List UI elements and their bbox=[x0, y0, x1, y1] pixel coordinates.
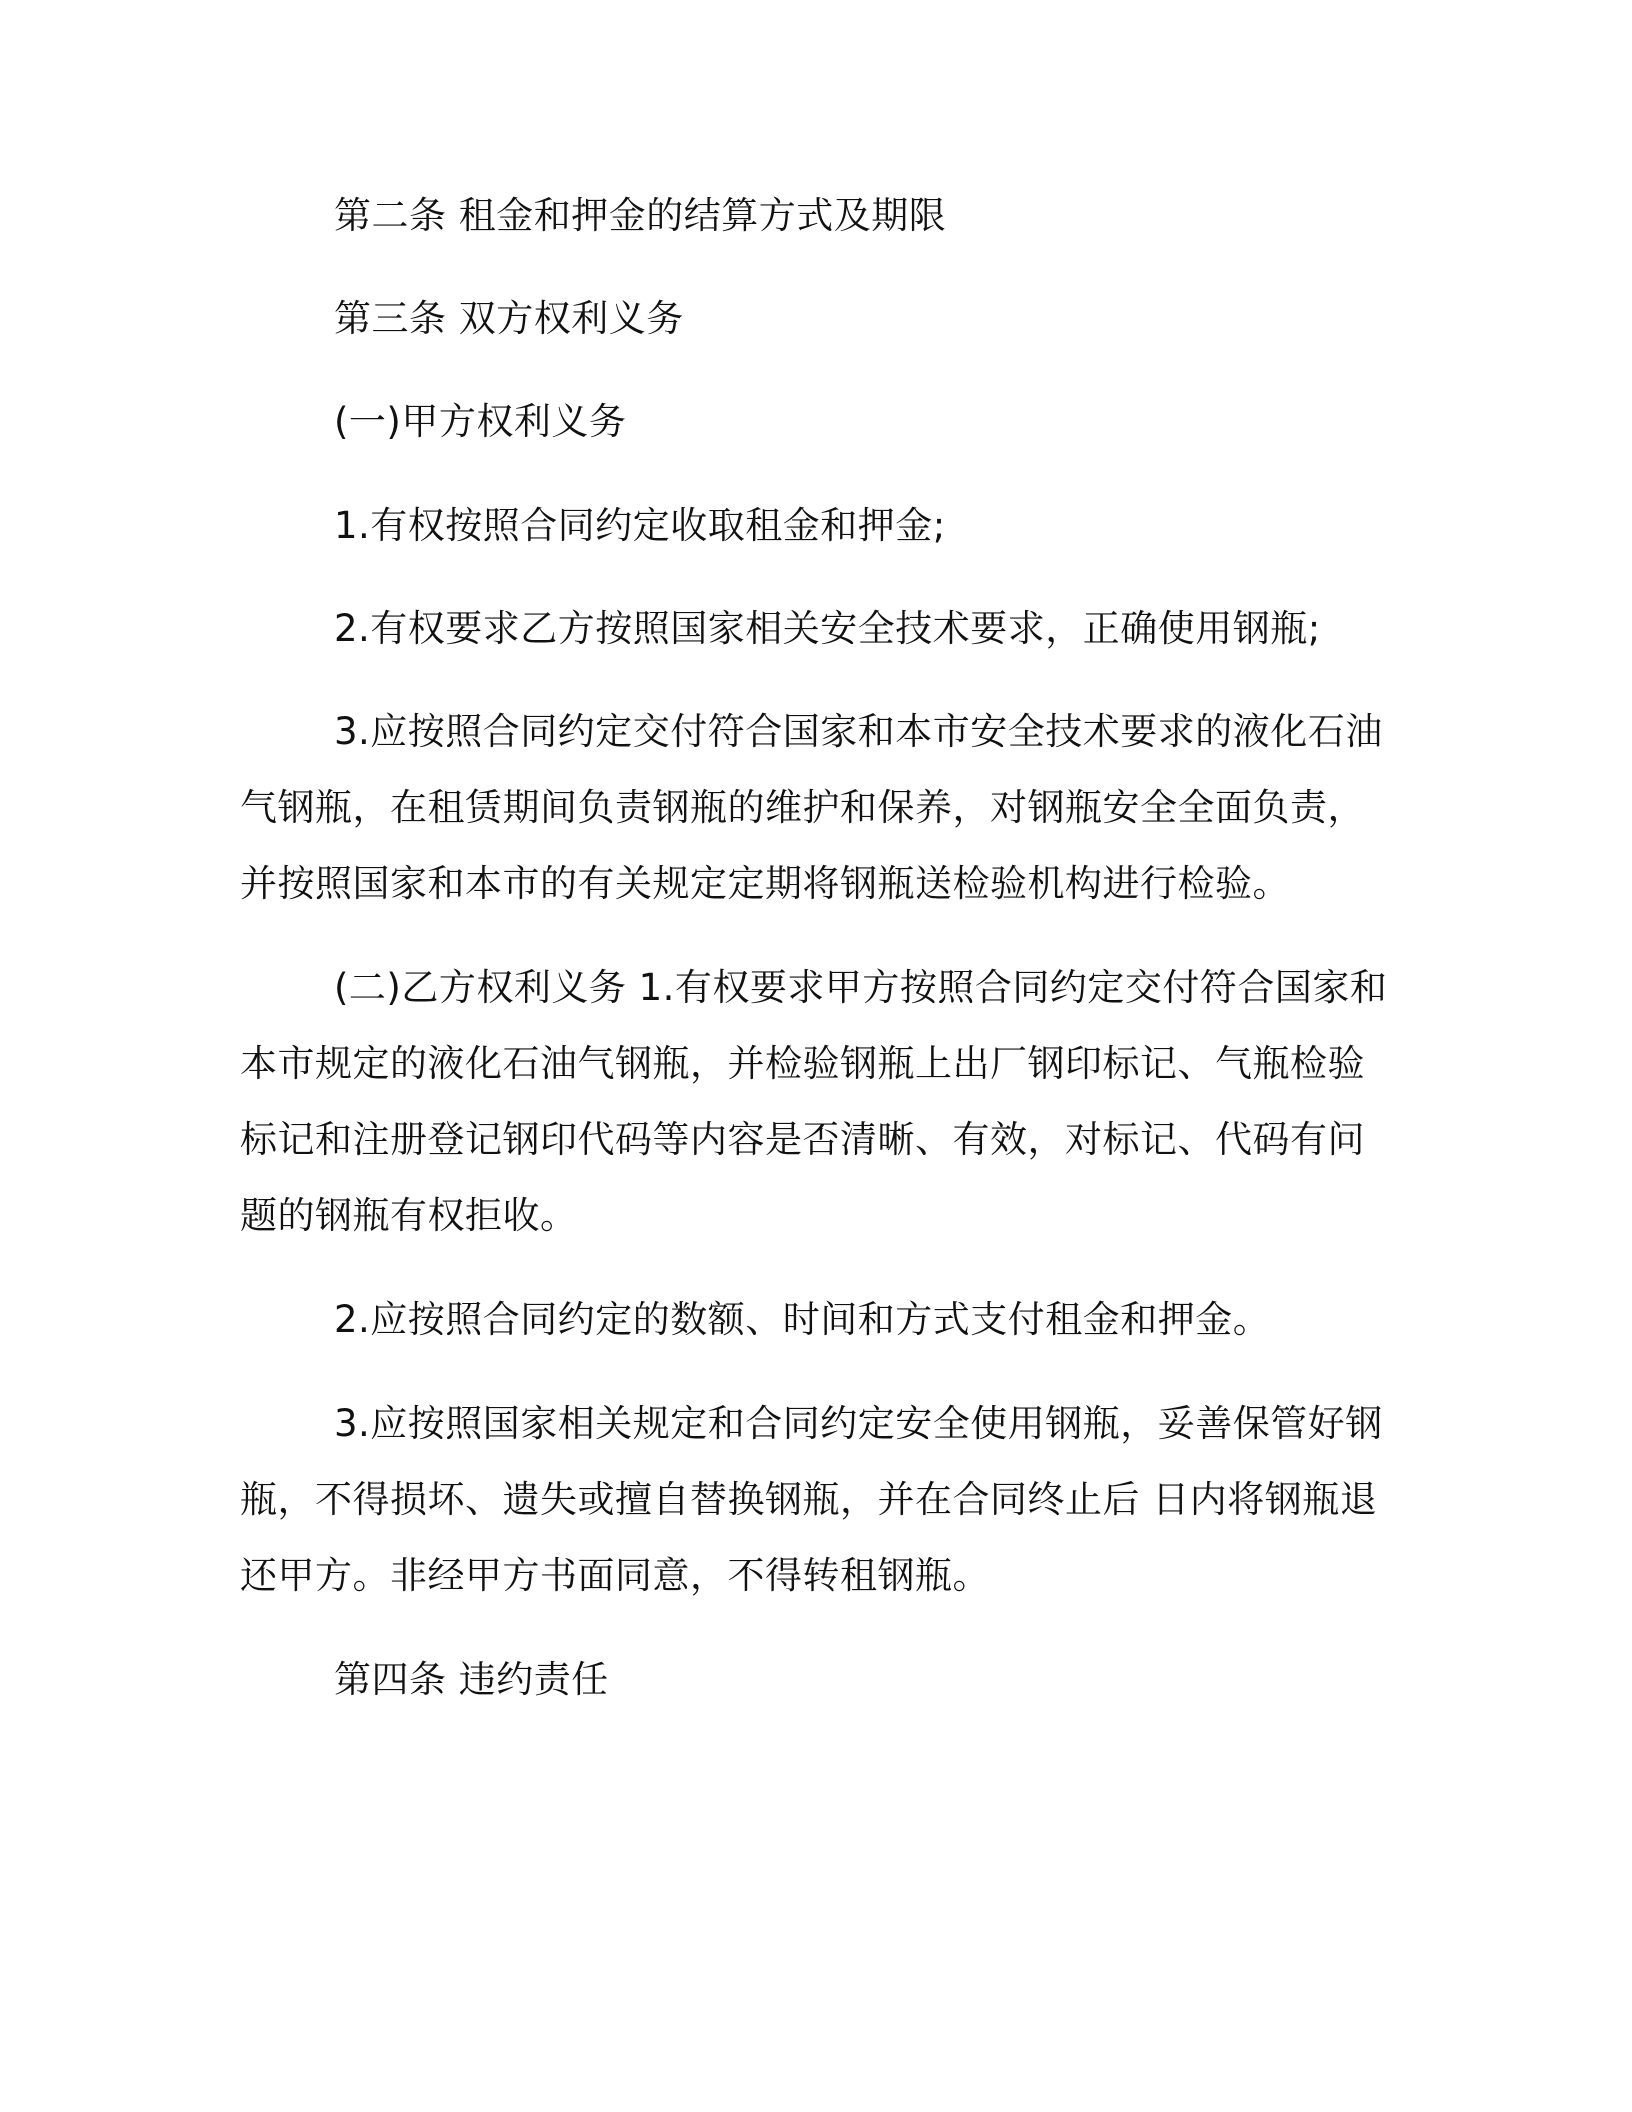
paragraph-line: 3.应按照合同约定交付符合国家和本市安全技术要求的液化石油 bbox=[334, 710, 1383, 753]
paragraph-line: 并按照国家和本市的有关规定定期将钢瓶送检验机构进行检验。 bbox=[240, 862, 1290, 905]
paragraph-line: 3.应按照国家相关规定和合同约定安全使用钢瓶，妥善保管好钢 bbox=[334, 1402, 1383, 1445]
party-a-item-1: 1.有权按照合同约定收取租金和押金; bbox=[334, 504, 946, 547]
article-3-title: 第三条 双方权利义务 bbox=[334, 297, 684, 340]
paragraph-line: 气钢瓶，在租赁期间负责钢瓶的维护和保养，对钢瓶安全全面负责， bbox=[240, 786, 1365, 829]
paragraph-line: 本市规定的液化石油气钢瓶，并检验钢瓶上出厂钢印标记、气瓶检验 bbox=[240, 1042, 1365, 1085]
paragraph-line: (二)乙方权利义务 1.有权要求甲方按照合同约定交付符合国家和 bbox=[334, 966, 1388, 1009]
paragraph-line: 还甲方。非经甲方书面同意，不得转租钢瓶。 bbox=[240, 1554, 990, 1597]
paragraph-line: 标记和注册登记钢印代码等内容是否清晰、有效，对标记、代码有问 bbox=[240, 1118, 1365, 1161]
party-a-item-2: 2.有权要求乙方按照国家相关安全技术要求，正确使用钢瓶; bbox=[334, 607, 1321, 650]
paragraph-line: 瓶，不得损坏、遗失或擅自替换钢瓶，并在合同终止后 日内将钢瓶退 bbox=[240, 1478, 1378, 1521]
article-2-title: 第二条 租金和押金的结算方式及期限 bbox=[334, 194, 947, 237]
party-b-item-2: 2.应按照合同约定的数额、时间和方式支付租金和押金。 bbox=[334, 1298, 1271, 1341]
party-a-heading: (一)甲方权利义务 bbox=[334, 400, 627, 443]
paragraph-line: 题的钢瓶有权拒收。 bbox=[240, 1194, 578, 1237]
article-4-title: 第四条 违约责任 bbox=[334, 1658, 609, 1701]
